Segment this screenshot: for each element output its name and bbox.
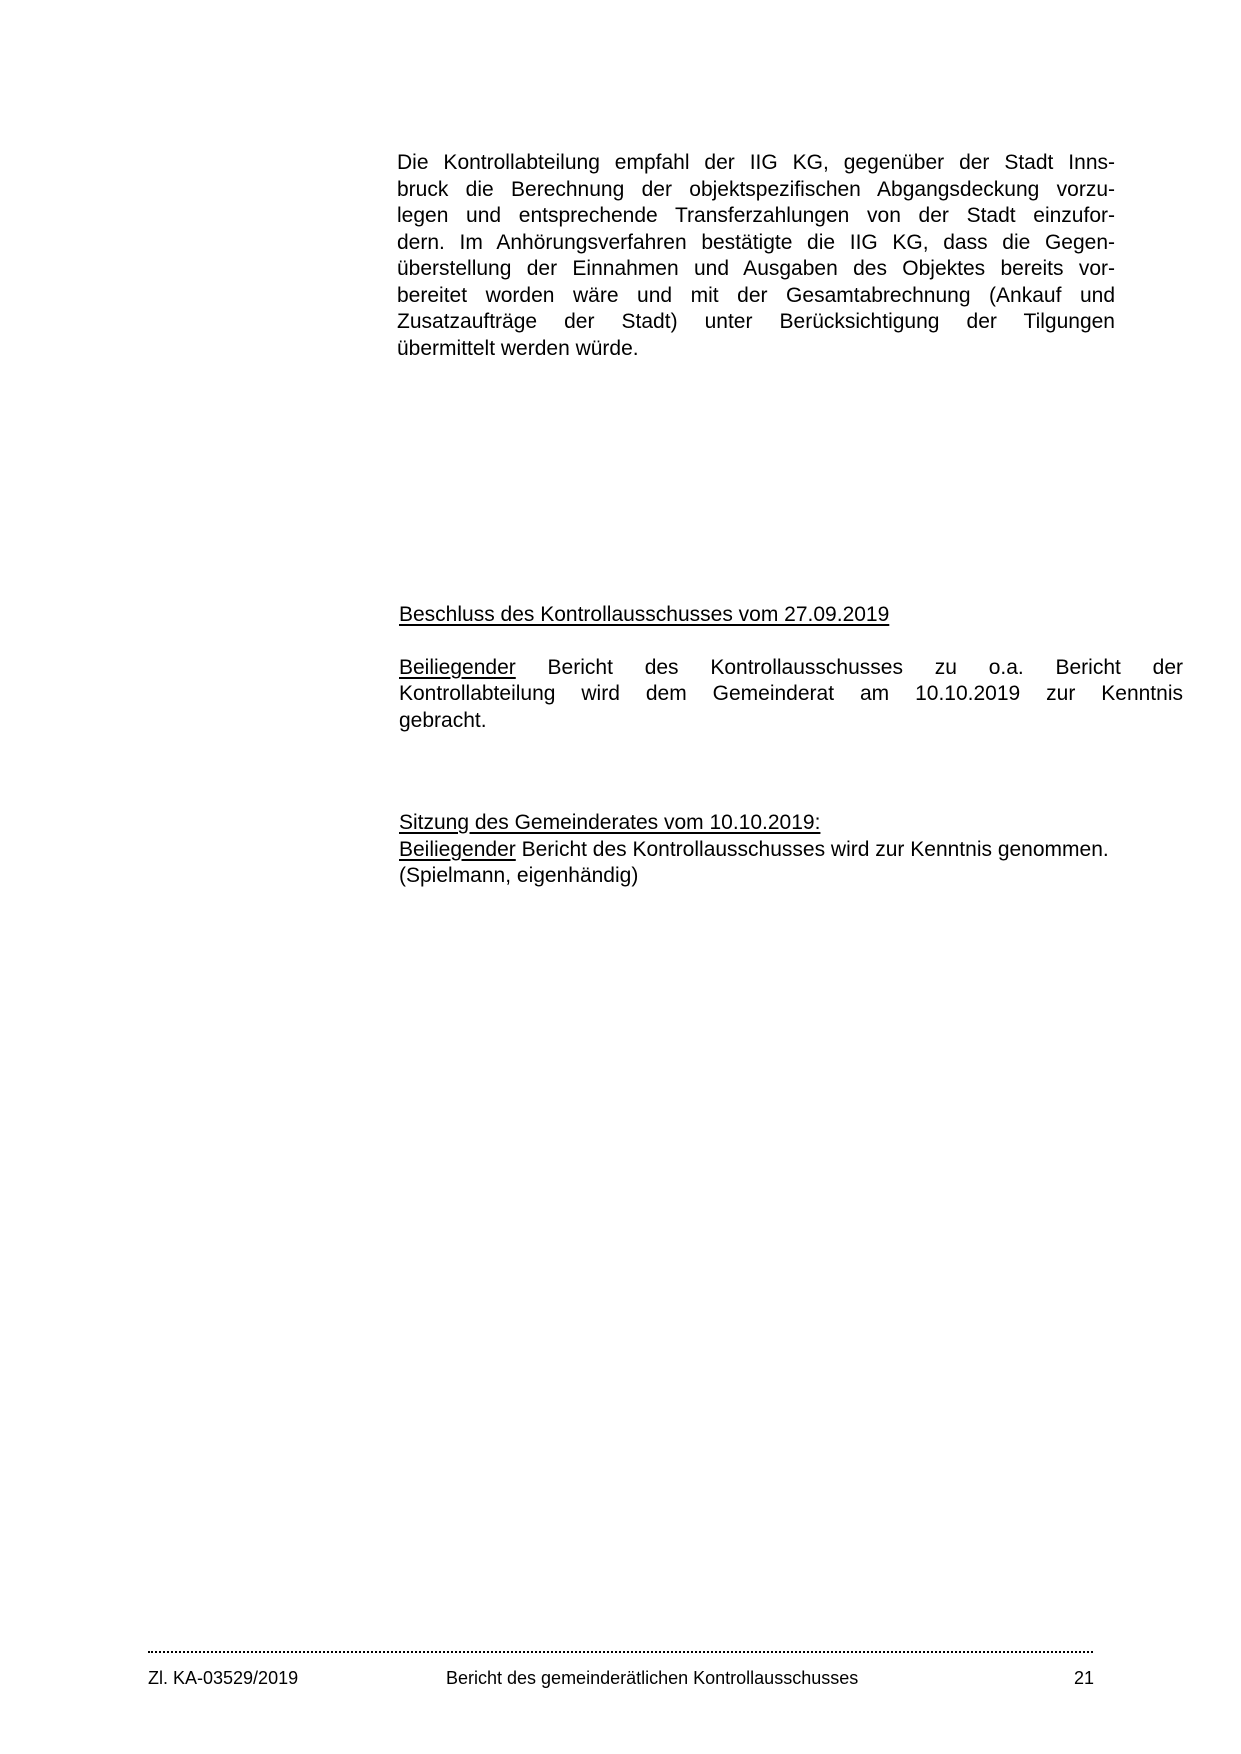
sitzung-line1-text: Bericht des Kontrollausschusses wird zur Kenntnis genommen.: [515, 837, 1109, 861]
paragraph-line: bereitet worden wäre und mit der Gesamtabrechnung (Ankauf und: [397, 283, 1115, 307]
paragraph-line: legen und entsprechende Transferzahlungen von der Stadt einzufor-: [397, 204, 1115, 227]
beschluss-lead: Beiliegender: [399, 655, 516, 679]
paragraph-line: Zusatzaufträge der Stadt) unter Berücksichtigung der Tilgungen: [397, 310, 1115, 333]
paragraph-line: überstellung der Einnahmen und Ausgaben des Objektes bereits vor-: [397, 257, 1115, 280]
sitzung-section: [399, 810, 1183, 890]
spacer: [399, 629, 1183, 655]
footer-divider: [148, 1651, 1093, 1653]
beschluss-line: gebracht.: [399, 708, 487, 732]
beschluss-heading: Beschluss des Kontrollausschusses vom 27.09.2019: [399, 603, 890, 626]
beschluss-line: [399, 655, 1183, 682]
page-number: 21: [1073, 1668, 1094, 1688]
body-paragraph: [397, 150, 1115, 362]
footer-reference: Zl. KA-03529/2019: [148, 1668, 299, 1688]
beschluss-section: [399, 602, 1183, 734]
sitzung-heading: Sitzung des Gemeinderates vom 10.10.2019:: [399, 811, 821, 834]
paragraph-line: bruck die Berechnung der objektspezifischen Abgangsdeckung vorzu-: [397, 177, 1115, 201]
sitzung-line: (Spielmann, eigenhändig): [399, 864, 639, 887]
paragraph-line: Die Kontrollabteilung empfahl der IIG KG, gegenüber der Stadt Inns-: [397, 151, 1115, 174]
footer-title: Bericht des gemeinderätlichen Kontrollausschusses: [446, 1668, 859, 1688]
sitzung-lead: Beiliegender: [399, 837, 516, 861]
paragraph-line: übermittelt werden würde.: [397, 336, 639, 360]
paragraph-line: dern. Im Anhörungsverfahren bestätigte die IIG KG, dass die Gegen-: [397, 230, 1115, 254]
page-footer: [148, 1667, 1094, 1691]
beschluss-line: Kontrollabteilung wird dem Gemeinderat am 10.10.2019 zur Kenntnis: [399, 682, 1183, 705]
sitzung-line: [399, 837, 1183, 864]
beschluss-line1-text: Bericht des Kontrollausschusses zu o.a. Bericht der: [515, 655, 1183, 679]
